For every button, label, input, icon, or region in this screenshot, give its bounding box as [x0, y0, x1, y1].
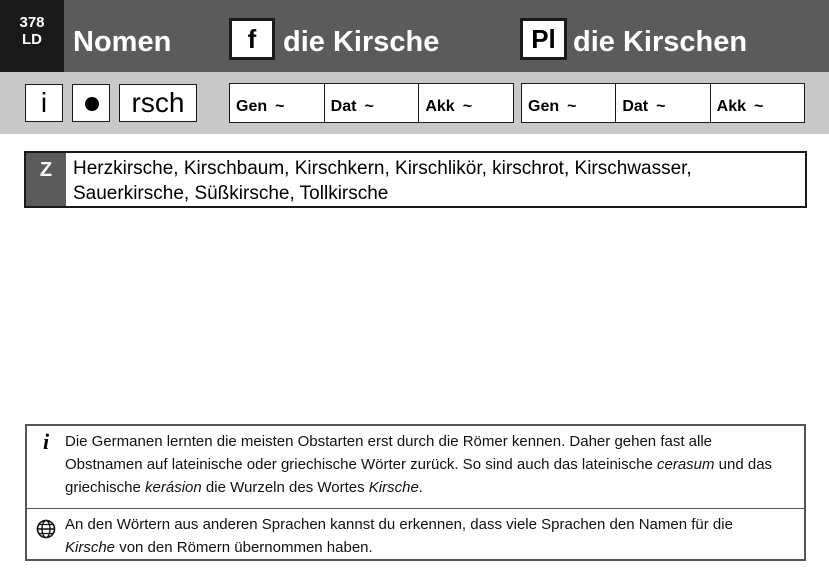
ie-spelling-box: i — [25, 84, 63, 122]
plural-case-akk — [711, 84, 804, 122]
singular-form: die Kirsche — [283, 26, 440, 58]
info-note-languages — [27, 509, 804, 559]
info-box — [25, 424, 806, 561]
case-label: Dat — [330, 98, 357, 115]
singular-case-table — [229, 83, 514, 123]
card-code: LD — [22, 31, 42, 48]
plural-marker: Pl — [520, 18, 567, 60]
singular-case-akk — [419, 84, 513, 122]
case-label: Dat — [622, 98, 649, 115]
case-ending: ~ — [567, 98, 577, 115]
text-run: von den Römern übernommen haben. — [115, 539, 373, 556]
case-label: Akk — [425, 98, 455, 115]
gender-marker: f — [229, 18, 275, 60]
italic-term: cerasum — [656, 456, 715, 473]
case-label: Akk — [716, 98, 747, 115]
plural-case-gen — [522, 84, 616, 122]
info-line — [65, 476, 800, 499]
globe-icon — [36, 519, 56, 539]
case-ending: ~ — [754, 98, 764, 115]
case-ending: ~ — [275, 98, 285, 115]
compounds-text — [73, 156, 803, 206]
info-note-text — [65, 513, 800, 559]
info-line: Die Germanen lernten die meisten Obstarten erst durch die Römer kennen. Daher gehen fast alle — [65, 433, 713, 450]
singular-case-dat — [325, 84, 420, 122]
short-vowel-dot-box — [72, 84, 110, 122]
text-run: . — [418, 479, 423, 496]
plural-case-table — [521, 83, 805, 123]
case-ending: ~ — [656, 98, 666, 115]
info-icon: i — [42, 429, 50, 454]
info-line — [65, 536, 800, 559]
compounds-line: Herzkirsche, Kirschbaum, Kirschkern, Kirschlikör, kirschrot, Kirschwasser, — [73, 158, 692, 179]
word-class-label: Nomen — [73, 26, 172, 58]
card-header — [0, 0, 829, 72]
italic-term: Kirsche — [368, 479, 419, 496]
case-ending: ~ — [364, 98, 374, 115]
compounds-box — [24, 151, 807, 208]
text-run: und das — [714, 456, 773, 473]
text-run: Obstnamen auf lateinische oder griechische Wörter zurück. So sind auch das lateinische — [65, 456, 657, 473]
stem-ending-box: rsch — [119, 84, 197, 122]
italic-term: kerásion — [145, 479, 202, 496]
plural-case-dat — [616, 84, 710, 122]
italic-term: Kirsche — [65, 539, 116, 556]
info-note-etymology — [27, 426, 804, 509]
info-note-text — [65, 430, 800, 499]
grammar-band — [0, 72, 829, 134]
case-label: Gen — [236, 98, 268, 115]
short-vowel-dot-icon — [85, 97, 99, 111]
text-run: griechische — [65, 479, 146, 496]
case-ending: ~ — [462, 98, 473, 115]
compounds-label: Z — [26, 153, 66, 206]
text-run: die Wurzeln des Wortes — [201, 479, 369, 496]
card-number: 378 — [19, 14, 45, 31]
info-line: An den Wörtern aus anderen Sprachen kannst du erkennen, dass viele Sprachen den Namen für die — [65, 516, 733, 533]
plural-form: die Kirschen — [573, 26, 748, 58]
compounds-line: Sauerkirsche, Süßkirsche, Tollkirsche — [73, 183, 389, 204]
card-id-badge — [0, 0, 64, 72]
case-label: Gen — [528, 98, 560, 115]
info-line — [65, 453, 800, 476]
singular-case-gen — [230, 84, 325, 122]
